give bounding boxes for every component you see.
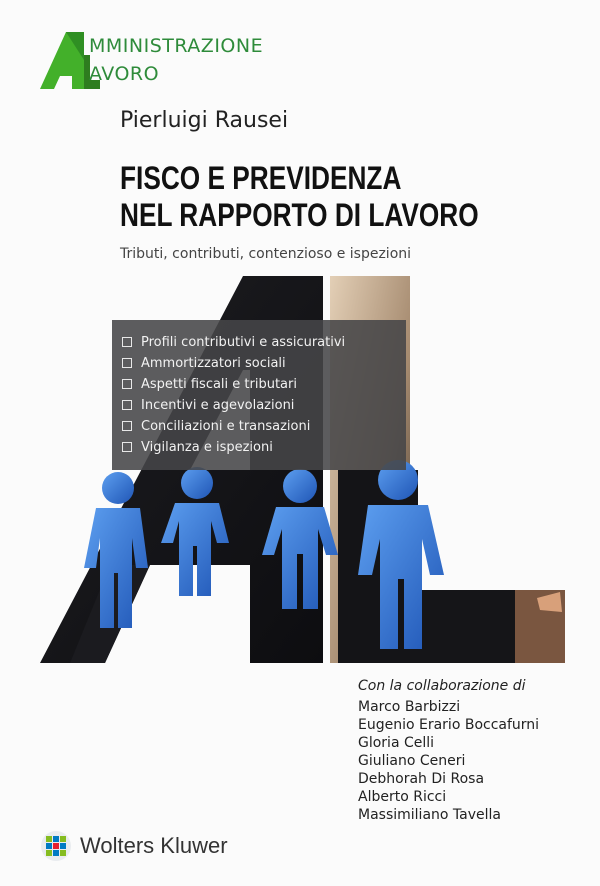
checkbox-square-icon bbox=[122, 337, 132, 347]
publisher-name: Wolters Kluwer bbox=[80, 833, 228, 858]
topic-item: Vigilanza e ispezioni bbox=[122, 437, 273, 457]
topic-item: Incentivi e agevolazioni bbox=[122, 395, 294, 415]
collaborator-name: Debhorah Di Rosa bbox=[358, 771, 485, 787]
book-title-line2: NEL RAPPORTO DI LAVORO bbox=[120, 197, 479, 233]
topic-item: Ammortizzatori sociali bbox=[122, 353, 286, 373]
checkbox-square-icon bbox=[122, 379, 132, 389]
book-subtitle: Tributi, contributi, contenzioso e ispezioni bbox=[120, 246, 412, 262]
collaboration-label: Con la collaborazione di bbox=[358, 678, 526, 694]
series-name-line1: MMINISTRAZIONE bbox=[89, 35, 264, 57]
collaborator-name: Alberto Ricci bbox=[358, 789, 447, 805]
checkbox-square-icon bbox=[122, 421, 132, 431]
collaborator-name: Giuliano Ceneri bbox=[358, 753, 466, 769]
book-title-line1: FISCO E PREVIDENZA bbox=[120, 160, 402, 196]
topics-box bbox=[112, 320, 406, 470]
collaborators-list bbox=[358, 698, 539, 824]
checkbox-square-icon bbox=[122, 400, 132, 410]
checkbox-square-icon bbox=[122, 442, 132, 452]
series-name-line2: AVORO bbox=[89, 63, 160, 85]
author-name: Pierluigi Rausei bbox=[120, 108, 289, 133]
topic-item: Conciliazioni e transazioni bbox=[122, 416, 310, 436]
collaborator-name: Eugenio Erario Boccafurni bbox=[358, 717, 540, 733]
publisher-logo bbox=[40, 830, 228, 862]
collaborator-name: Gloria Celli bbox=[358, 735, 435, 751]
topic-item: Aspetti fiscali e tributari bbox=[122, 374, 297, 394]
collaborator-name: Massimiliano Tavella bbox=[358, 807, 501, 823]
checkbox-square-icon bbox=[122, 358, 132, 368]
wolters-kluwer-logo-icon bbox=[40, 830, 72, 862]
collaborator-name: Marco Barbizzi bbox=[358, 699, 461, 715]
topic-item: Profili contributivi e assicurativi bbox=[122, 332, 345, 352]
